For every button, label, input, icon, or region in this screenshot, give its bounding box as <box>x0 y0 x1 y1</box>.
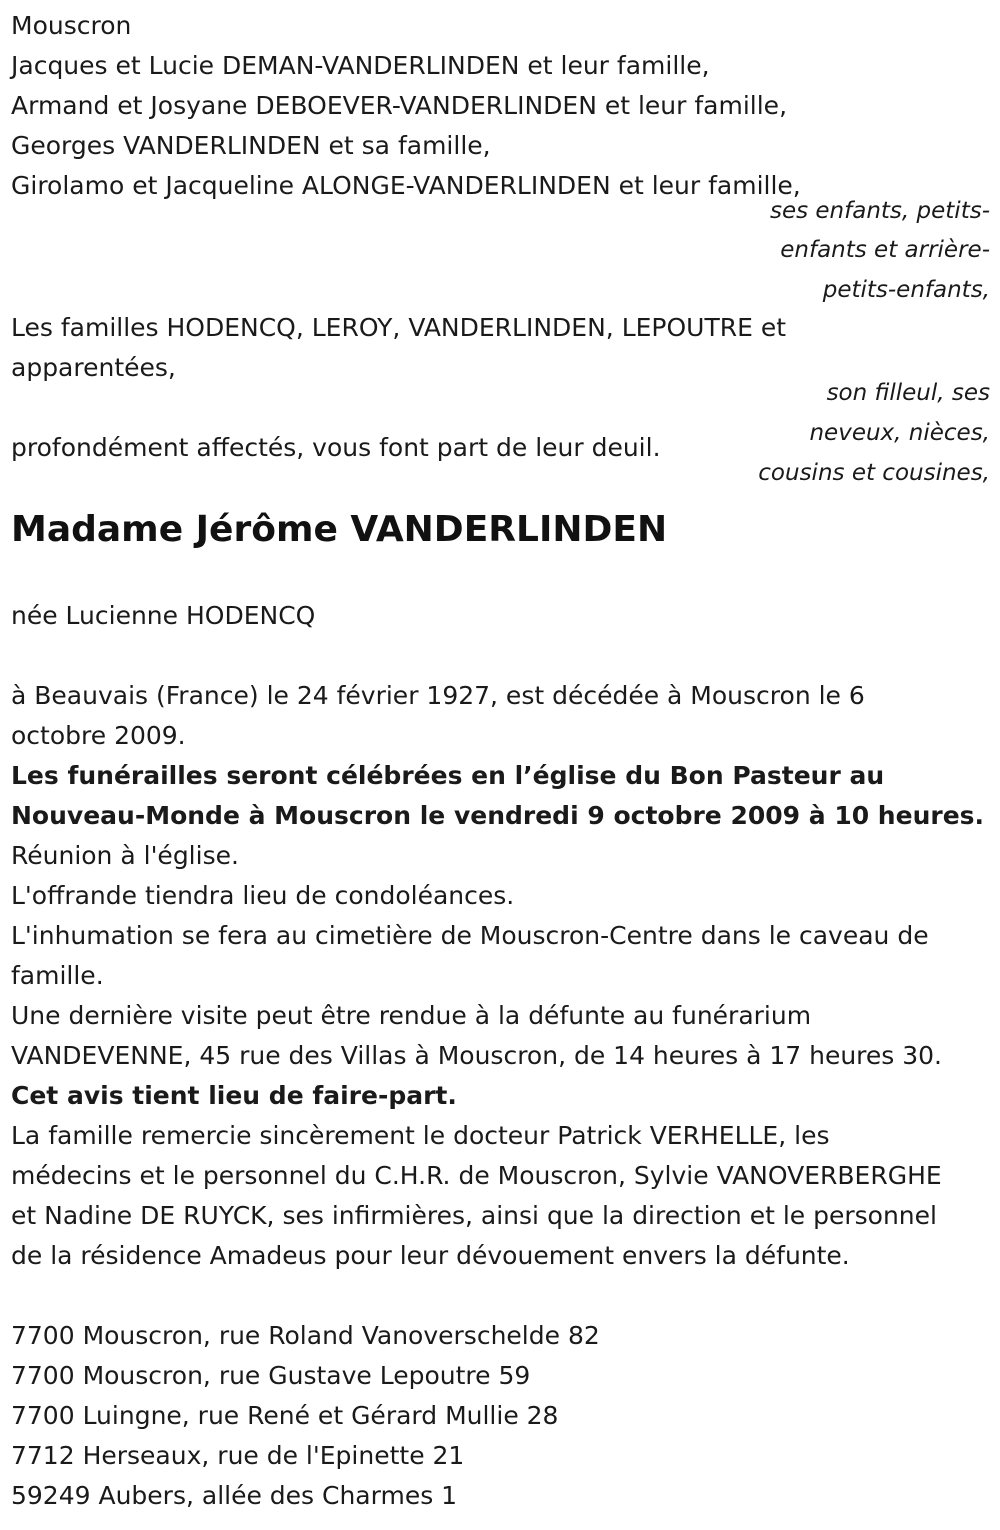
family-line: Girolamo et Jacqueline ALONGE-VANDERLINDEN et leur famille, <box>11 171 801 200</box>
address-line: 7700 Mouscron, rue Gustave Lepoutre 59 <box>11 1361 531 1390</box>
announcement-line: profondément affectés, vous font part de leur deuil. <box>11 433 661 462</box>
thanks-line: La famille remercie sincèrement le docteur Patrick VERHELLE, les <box>11 1121 830 1150</box>
relation-children-line: enfants et arrière- <box>780 237 990 263</box>
address-line: 7700 Luingne, rue René et Gérard Mullie 28 <box>11 1401 559 1430</box>
relation-relatives-line: neveux, nièces, <box>809 420 990 446</box>
other-families-line: Les familles HODENCQ, LEROY, VANDERLINDEN, LEPOUTRE et <box>11 313 787 342</box>
visit-line: VANDEVENNE, 45 rue des Villas à Mouscron, de 14 heures à 17 heures 30. <box>11 1041 943 1070</box>
relation-children-line: petits-enfants, <box>822 277 990 303</box>
family-line: Georges VANDERLINDEN et sa famille, <box>11 131 491 160</box>
address-line: 7700 Mouscron, rue Roland Vanoverschelde 82 <box>11 1321 600 1350</box>
relation-relatives-line: son filleul, ses <box>826 380 990 406</box>
maiden-name: née Lucienne HODENCQ <box>11 601 316 630</box>
family-line: Armand et Josyane DEBOEVER-VANDERLINDEN et leur famille, <box>11 91 788 120</box>
visit-line: Une dernière visite peut être rendue à la défunte au funérarium <box>11 1001 812 1030</box>
burial-line: L'inhumation se fera au cimetière de Mouscron-Centre dans le caveau de <box>11 921 929 950</box>
city-heading: Mouscron <box>11 11 132 40</box>
address-line: 7712 Herseaux, rue de l'Epinette 21 <box>11 1441 465 1470</box>
relation-relatives-line: cousins et cousines, <box>758 460 990 486</box>
other-families-line: apparentées, <box>11 353 176 382</box>
meeting-line: Réunion à l'église. <box>11 841 239 870</box>
family-line: Jacques et Lucie DEMAN-VANDERLINDEN et leur famille, <box>11 51 710 80</box>
birth-death-line: à Beauvais (France) le 24 février 1927, est décédée à Mouscron le 6 <box>11 681 865 710</box>
relation-children-line: ses enfants, petits- <box>769 198 990 224</box>
funeral-line: Nouveau-Monde à Mouscron le vendredi 9 octobre 2009 à 10 heures. <box>11 801 985 830</box>
funeral-line: Les funérailles seront célébrées en l’église du Bon Pasteur au <box>11 761 885 790</box>
notice-line: Cet avis tient lieu de faire-part. <box>11 1081 457 1110</box>
thanks-line: médecins et le personnel du C.H.R. de Mouscron, Sylvie VANOVERBERGHE <box>11 1161 942 1190</box>
offering-line: L'offrande tiendra lieu de condoléances. <box>11 881 515 910</box>
burial-line: famille. <box>11 961 104 990</box>
thanks-line: et Nadine DE RUYCK, ses infirmières, ainsi que la direction et le personnel <box>11 1201 937 1230</box>
address-line: 59249 Aubers, allée des Charmes 1 <box>11 1481 458 1510</box>
deceased-name: Madame Jérôme VANDERLINDEN <box>11 509 668 550</box>
thanks-line: de la résidence Amadeus pour leur dévouement envers la défunte. <box>11 1241 850 1270</box>
birth-death-line: octobre 2009. <box>11 721 186 750</box>
